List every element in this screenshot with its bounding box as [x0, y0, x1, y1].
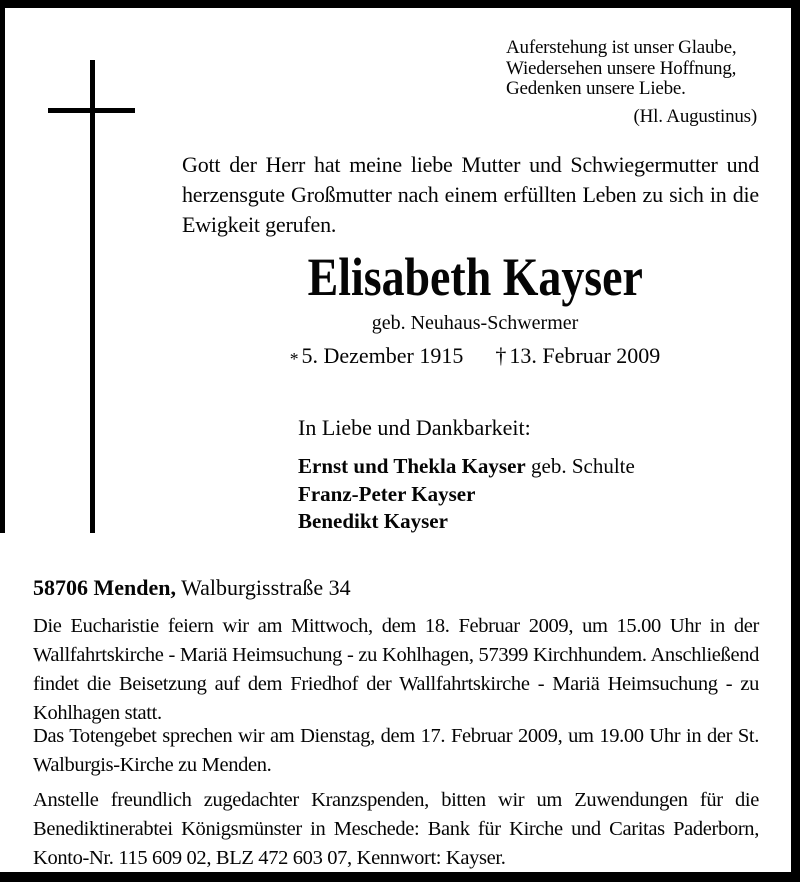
quote-block: [506, 38, 757, 127]
birth-symbol: *: [289, 349, 299, 369]
birth-date: 5. Dezember 1915: [301, 343, 464, 368]
address-street: Walburgisstraße 34: [176, 575, 351, 600]
maiden-name: geb. Neuhaus-Schwermer: [371, 312, 579, 334]
quote-line-3: Gedenken unsere Liebe.: [506, 78, 686, 99]
deceased-name: [150, 248, 800, 306]
border-top: [0, 0, 800, 8]
mourner-name-suffix: geb. Schulte: [525, 454, 635, 478]
death-symbol: †: [495, 343, 507, 368]
cross-horizontal-beam: [48, 108, 135, 113]
deceased-block: [150, 248, 800, 370]
mourner-name: Ernst und Thekla Kayser: [298, 454, 526, 478]
border-bottom: [0, 872, 800, 882]
border-right: [791, 0, 800, 882]
mourner-line: [298, 508, 635, 536]
quote-line-2: Wiedersehen unsere Hoffnung,: [506, 57, 737, 79]
quote-attribution: (Hl. Augustinus): [633, 105, 757, 127]
deceased-name-text: Elisabeth Kayser: [307, 247, 643, 307]
mourner-line: [298, 453, 635, 481]
donation-paragraph: Anstelle freundlich zugedachter Kranzspenden, bitten wir um Zuwendungen für die Benediktinerabtei Königsmünster in Meschede: Bank für Kirche und Caritas Paderborn, Konto-Nr. 115 609 02, BLZ 472 603 07, Kennwort: Kayser.: [33, 789, 759, 869]
address-city: 58706 Menden,: [33, 575, 176, 600]
mourner-name: Benedikt Kayser: [298, 509, 448, 533]
mourner-line: [298, 481, 635, 509]
cross-vertical-beam: [90, 60, 95, 533]
funeral-paragraph: Die Eucharistie feiern wir am Mittwoch, dem 18. Februar 2009, um 15.00 Uhr in der Wallfahrtskirche - Mariä Heimsuchung - zu Kohlhagen, 57399 Kirchhundem. Anschließend findet die Beisetzung auf dem Friedhof der Wallfahrtskirche - Mariä Heimsuchung - zu Kohlhagen statt.: [33, 615, 759, 724]
life-dates: [150, 343, 800, 370]
mourners-list: [298, 453, 635, 536]
prayer-paragraph: Das Totengebet sprechen wir am Dienstag, dem 17. Februar 2009, um 19.00 Uhr in der St. Walburgis-Kirche zu Menden.: [33, 725, 759, 776]
mourner-name: Franz-Peter Kayser: [298, 481, 476, 506]
border-left-partial: [0, 0, 5, 533]
death-date: 13. Februar 2009: [509, 343, 661, 368]
mourning-block: [298, 414, 635, 536]
quote-line-1: Auferstehung ist unser Glaube,: [506, 37, 737, 58]
address-line: [33, 575, 351, 601]
condolence-intro: In Liebe und Dankbarkeit:: [298, 415, 531, 440]
intro-paragraph: Gott der Herr hat meine liebe Mutter und Schwiegermutter und herzensgute Großmutter nach einem erfüllten Leben zu sich in die Ewigkeit gerufen.: [182, 152, 759, 237]
